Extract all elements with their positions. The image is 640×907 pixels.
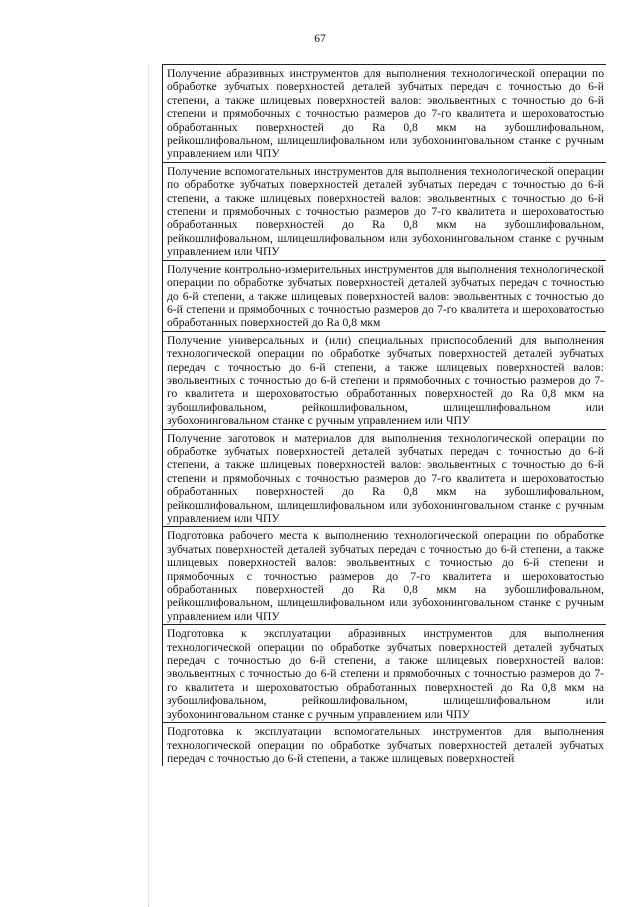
table-row: Подготовка к эксплуатации абразивных инструментов для выполнения технологической операции по обработке зубчатых поверхностей деталей зубчатых передач с точностью до 6-й степени, а также шлицевых поверхностей валов: эвольвентных с точностью до 6-й степени и прямобочных с точностью размеров до 7-го квалитета и шероховатостью обработанных поверхностей до Ra 0,8 мкм на зубошлифовальном, рейкошлифовальном, шлицешлифовальном или зубохонинговальном станке с ручным управлением или ЧПУ [163, 625, 606, 723]
page-number: 67 [314, 33, 326, 45]
table-row: Подготовка к эксплуатации вспомогательных инструментов для выполнения технологической операции по обработке зубчатых поверхностей деталей зубчатых передач с точностью до 6-й степени, а также шлицевых поверхностей [167, 725, 604, 765]
labor-actions-table [162, 64, 606, 766]
table-row: Подготовка рабочего места к выполнению технологической операции по обработке зубчатых поверхностей деталей зубчатых передач с точностью до 6-й степени, а также шлицевых поверхностей валов: эвольвентных с точностью до 6-й степени и прямобочных с точностью размеров до 7-го квалитета и шероховатостью обработанных поверхностей до Ra 0,8 мкм на зубошлифовальном, рейкошлифовальном, шлицешлифовальном или зубохонинговальном станке с ручным управлением или ЧПУ [163, 527, 606, 625]
table-row: Получение вспомогательных инструментов для выполнения технологической операции по обработке зубчатых поверхностей деталей зубчатых передач с точностью до 6-й степени, а также шлицевых поверхностей валов: эвольвентных с точностью до 6-й степени и прямобочных с точностью размеров до 7-го квалитета и шероховатостью обработанных поверхностей до Ra 0,8 мкм на зубошлифовальном, рейкошлифовальном, шлицешлифовальном или зубохонинговальном станке с ручным управлением или ЧПУ [163, 163, 606, 261]
table-row: Получение контрольно-измерительных инструментов для выполнения технологической операции по обработке зубчатых поверхностей деталей зубчатых передач с точностью до 6-й степени, а также шлицевых поверхностей валов: эвольвентных с точностью до 6-й степени и прямобочных с точностью размеров до 7-го квалитета и шероховатостью обработанных поверхностей до Ra 0,8 мкм [163, 261, 606, 332]
table-row: Получение заготовок и материалов для выполнения технологической операции по обработке зубчатых поверхностей деталей зубчатых передач с точностью до 6-й степени, а также шлицевых поверхностей валов: эвольвентных с точностью до 6-й степени и прямобочных с точностью размеров до 7-го квалитета и шероховатостью обработанных поверхностей до Ra 0,8 мкм на зубошлифовальном, рейкошлифовальном, шлицешлифовальном или зубохонинговальном станке с ручным управлением или ЧПУ [163, 430, 606, 528]
table-row: Получение универсальных и (или) специальных приспособлений для выполнения технологической операции по обработке зубчатых поверхностей деталей зубчатых передач с точностью до 6-й степени, а также шлицевых поверхностей валов: эвольвентных с точностью до 6-й степени и прямобочных с точностью размеров до 7-го квалитета и шероховатостью обработанных поверхностей до Ra 0,8 мкм на зубошлифовальном, рейкошлифовальном, шлицешлифовальном или зубохонинговальном станке с ручным управлением или ЧПУ [163, 332, 606, 430]
margin-guide [148, 64, 157, 907]
table-row: Получение абразивных инструментов для выполнения технологической операции по обработке зубчатых поверхностей деталей зубчатых передач с точностью до 6-й степени, а также шлицевых поверхностей валов: эвольвентных с точностью до 6-й степени и прямобочных с точностью размеров до 7-го квалитета и шероховатостью обработанных поверхностей до Ra 0,8 мкм на зубошлифовальном, рейкошлифовальном, шлицешлифовальном или зубохонинговальном станке с ручным управлением или ЧПУ [163, 65, 606, 163]
